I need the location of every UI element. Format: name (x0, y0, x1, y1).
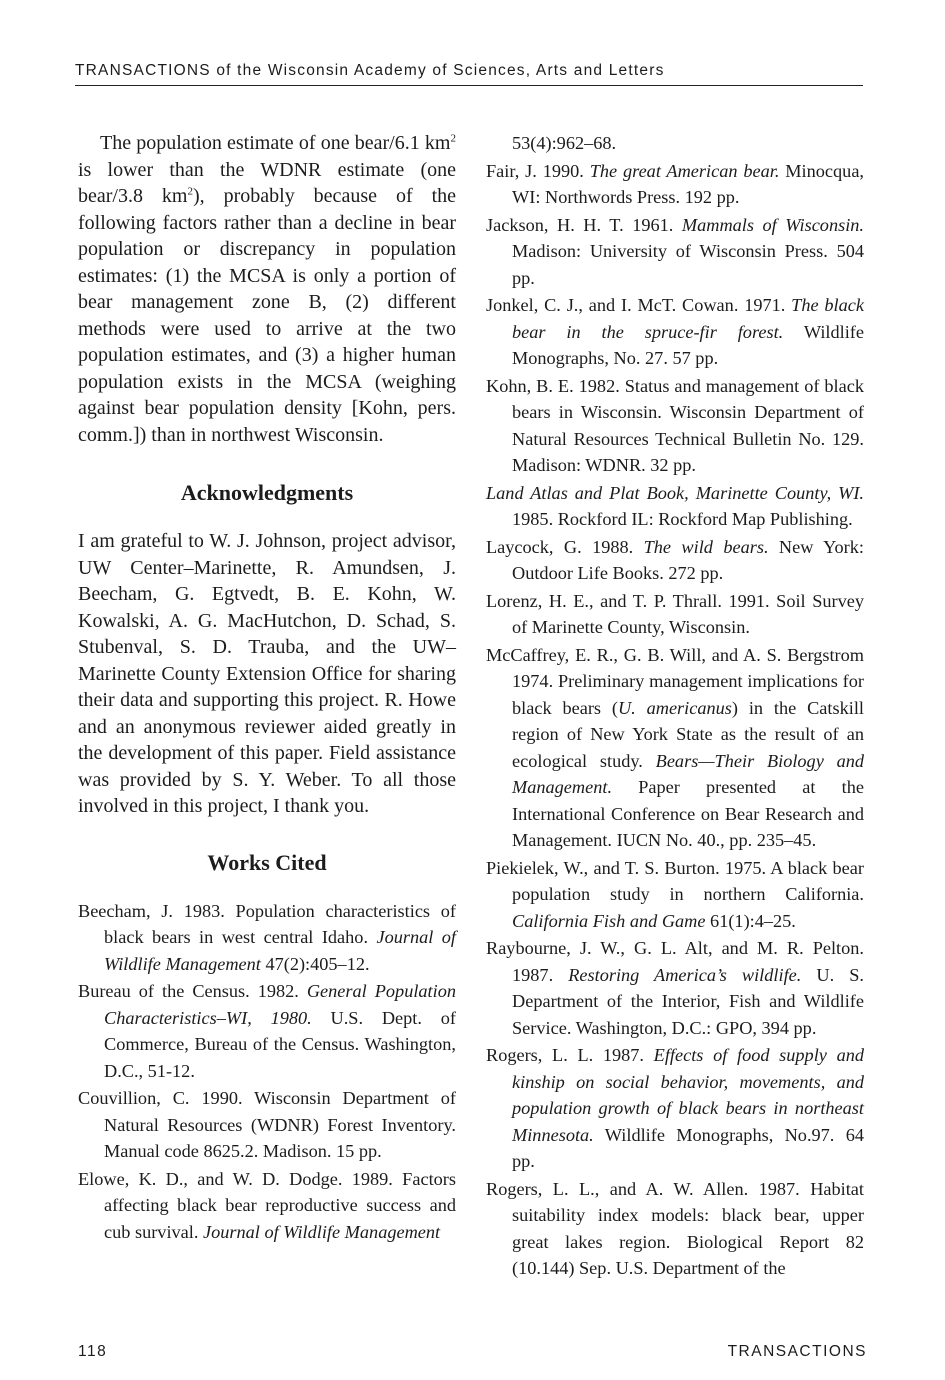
reference-piekielek: Piekielek, W., and T. S. Burton. 1975. A black bear population study in northern California. California Fish and Game 61(1):4–25. (486, 857, 864, 931)
works-cited-heading: Works Cited (207, 849, 327, 875)
reference-rogers-1987: Rogers, L. L. 1987. Effects of food supply and kinship on social behavior, movements, and population growth of black bears in northeast Minnesota. Wildlife Monographs, No.97. 64 pp. (486, 1045, 864, 1171)
acknowledgments-text: I am grateful to W. J. Johnson, project advisor, UW Center–Marinette, R. Amundsen, J. Beecham, G. Egtvedt, B. E. Kohn, W. Kowalski, A. G. MacHutchon, D. Schad, S. Stubenval, S. D. Trauba, and the UW–Marinette County Extension Office for sharing their data and supporting this project. R. Howe and an anonymous reviewer aided greatly in the development of this paper. Field assistance was provided by S. Y. Weber. To all those involved in this project, I thank you. (78, 530, 456, 817)
right-column (486, 130, 864, 1283)
reference-census: Bureau of the Census. 1982. General Population Characteristics–WI, 1980. U.S. Dept. of Commerce, Bureau of the Census. Washington, D.C., 51-12. (78, 981, 457, 1081)
intro-paragraph: The population estimate of one bear/6.1 $km^2$ is lower than the WDNR estimate (one bear/3.8 $km^2$), probably because of the following factors rather than a decline in bear population or discrepancy in population estimates: (1) the MCSA is only a portion of bear management zone B, (2) different methods were used to arrive at the two population estimates, and (3) a higher human population exists in the MCSA (weighing against bear population density [Kohn, pers. comm.]) than in northwest Wisconsin. (78, 132, 457, 446)
reference-elowe-continued: 53(4):962–68. (512, 133, 617, 153)
reference-jackson: Jackson, H. H. T. 1961. Mammals of Wisconsin. Madison: University of Wisconsin Press. 504 pp. (486, 214, 864, 288)
reference-laycock: Laycock, G. 1988. The wild bears. New York: Outdoor Life Books. 272 pp. (486, 536, 864, 583)
reference-kohn: Kohn, B. E. 1982. Status and management of black bears in Wisconsin. Wisconsin Department of Natural Resources Technical Bulletin No. 129. Madison: WDNR. 32 pp. (486, 375, 864, 475)
reference-jonkel: Jonkel, C. J., and I. McT. Cowan. 1971. The black bear in the spruce-fir forest. Wildlife Monographs, No. 27. 57 pp. (486, 295, 865, 368)
acknowledgments-heading: Acknowledgments (180, 480, 354, 505)
running-header: TRANSACTIONS of the Wisconsin Academy of Sciences, Arts and Letters (75, 62, 863, 86)
page-number: 118 (78, 1343, 108, 1360)
reference-couvillion: Couvillion, C. 1990. Wisconsin Department of Natural Resources (WDNR) Forest Inventory. Manual code 8625.2. Madison. 15 pp. (78, 1088, 456, 1161)
reference-rogers-allen: Rogers, L. L., and A. W. Allen. 1987. Habitat suitability index models: black bear, upper great lakes region. Biological Report 82 (10.144) Sep. U.S. Department of the (486, 1178, 864, 1278)
reference-lorenz: Lorenz, H. E., and T. P. Thrall. 1991. Soil Survey of Marinette County, Wisconsin. (486, 590, 864, 637)
reference-beecham: Beecham, J. 1983. Population characteristics of black bears in west central Idaho. Journal of Wildlife Management 47(2):405–12. (78, 900, 456, 974)
reference-land-atlas: Land Atlas and Plat Book, Marinette County, WI. 1985. Rockford IL: Rockford Map Publishing. (486, 482, 864, 529)
left-column (78, 130, 456, 1246)
footer-journal-name: TRANSACTIONS (727, 1343, 867, 1360)
reference-mccaffrey: McCaffrey, E. R., G. B. Will, and A. S. Bergstrom 1974. Preliminary management implications for black bears (U. americanus) in the Catskill region of New York State as the result of an ecological study. Bears—Their Biology and Management. Paper presented at the International Conference on Bear Research and Management. IUCN No. 40., pp. 235–45. (486, 644, 864, 850)
reference-raybourne: Raybourne, J. W., G. L. Alt, and M. R. Pelton. 1987. Restoring America’s wildlife. U. S. Department of the Interior, Fish and Wildlife Service. Washington, D.C.: GPO, 394 pp. (486, 938, 864, 1038)
reference-elowe: Elowe, K. D., and W. D. Dodge. 1989. Factors affecting black bear reproductive success and cub survival. Journal of Wildlife Management (78, 1168, 456, 1242)
reference-fair: Fair, J. 1990. The great American bear. Minocqua, WI: Northwords Press. 192 pp. (486, 160, 864, 207)
